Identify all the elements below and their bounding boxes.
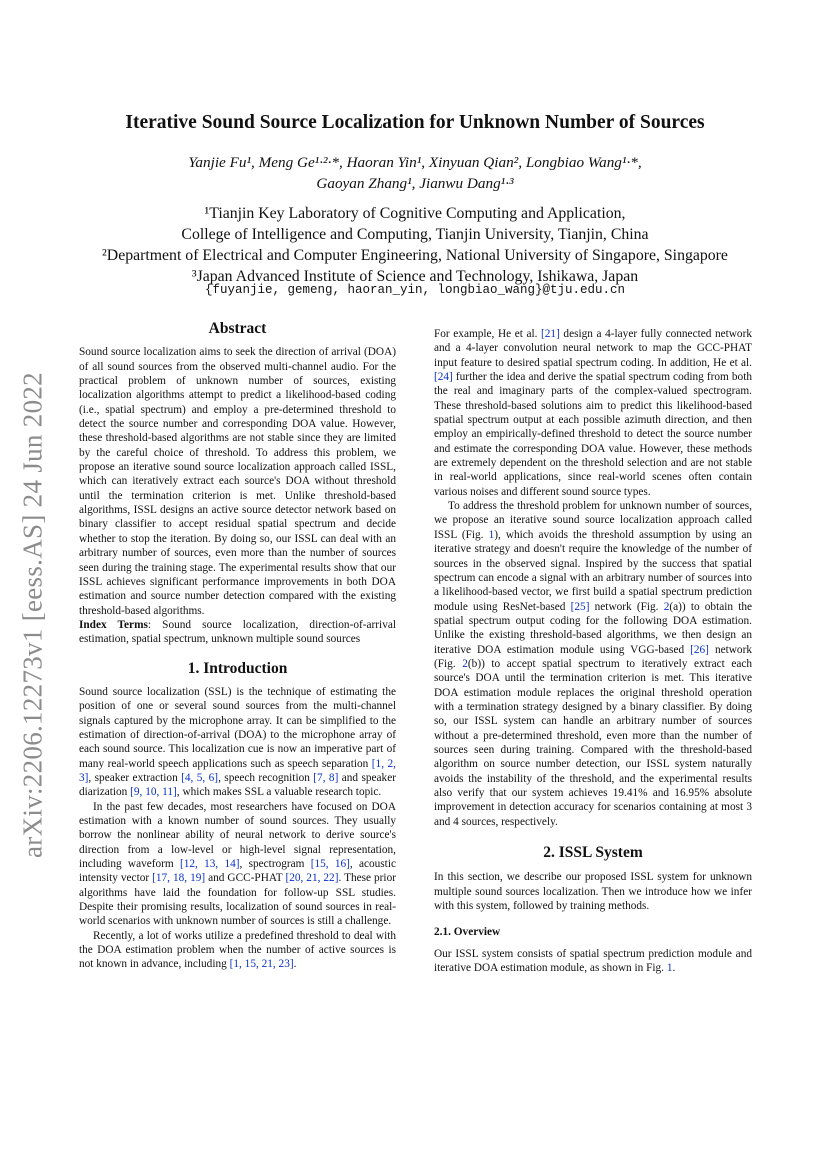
- intro-paragraph-5: To address the threshold problem for unknown number of sources, we propose an iterative sound source localization approach called ISSL (Fig. 1), which avoids the threshold assumption by using an iterative strategy and doesn't require the knowledge of the number of sources in the observed signal. Inspired by the success that spatial spectrum can encode a signal with an arbitrary number of sources into a likelihood-based vector, we first build a spatial spectrum prediction module using ResNet-based [25] network (Fig. 2(a)) to obtain the spatial spectrum output coding for the following DOA estimation. Unlike the existing threshold-based algorithms, we then design an iterative DOA estimation module using VGG-based [26] network (Fig. 2(b)) to accept spatial spectrum to iteratively extract each source's DOA until the termination criterion is met. This iterative DOA estimation module replaces the original threshold operation with a termination strategy designed by a binary classifier. By doing so, our ISSL system can handle an arbitrary number of sources without a pre-determined threshold, even more than the number of sources seen during training. Compared with the threshold-based algorithm on source number detection, our ISSL system naturally avoids the instability of the threshold, and the experimental results also verify that our system achieves 19.41% and 16.95% absolute improvement in detection accuracy for scenarios containing at most 3 and 4 sources, respectively.: [434, 500, 753, 828]
- figure-link[interactable]: 1: [488, 528, 495, 541]
- abstract-text: Sound source localization aims to seek the direction of arrival (DOA) of all sound sources from the observed multi-channel audio. For the practical problem of unknown number of sources, existing localization algorithms attempt to predict a likelihood-based coding (i.e., spatial spectrum) and employ a pre-determined threshold to detect the source number and corresponding DOA value. However, these threshold-based algorithms are not stable since they are limited by the careful choice of threshold. To address this problem, we propose an iterative sound source localization approach called ISSL, which can iteratively extract each source's DOA without threshold until the termination criterion is met. Unlike threshold-based algorithms, ISSL designs an active source detector network based on binary classifier to accept residual spatial spectrum and decide whether to stop the iteration. By doing so, our ISSL can deal with an arbitrary number of sources, even more than the number of sources seen during the training stage. The experimental results show that our ISSL achieves significant performance improvements in both DOA estimation and source number detection compared with the existing threshold-based algorithms.: [79, 346, 396, 617]
- right-column: [434, 327, 752, 975]
- figure-link[interactable]: 1: [666, 962, 673, 975]
- overview-subheading: 2.1. Overview: [434, 926, 501, 939]
- arxiv-identifier-stamp: [6, 350, 60, 880]
- affiliation-line-4: ³Japan Advanced Institute of Science and Technology, Ishikawa, Japan: [191, 268, 639, 285]
- system-paragraph-2: Our ISSL system consists of spatial spectrum prediction module and iterative DOA estimation module, as shown in Fig. 1.: [434, 947, 752, 975]
- author-line-2: Gaoyan Zhang¹, Jianwu Dang¹·³: [316, 175, 514, 192]
- author-emails: {fuyanjie, gemeng, haoran_yin, longbiao_wang}@tju.edu.cn: [204, 283, 626, 297]
- citation-link[interactable]: [24]: [434, 371, 453, 384]
- citation-link[interactable]: [7, 8]: [313, 771, 339, 784]
- index-terms: [79, 618, 396, 647]
- citation-link[interactable]: [1, 2, 3]: [79, 757, 396, 784]
- affiliation-line-3: ²Department of Electrical and Computer Engineering, National University of Singapore, Singapore: [102, 247, 728, 264]
- intro-paragraph-4: For example, He et al. [21] design a 4-layer fully connected network and a 4-layer convolution neural network to map the GCC-PHAT input feature to desired spatial spectrum coding. In addition, He et al. [24] further the idea and derive the spatial spectrum coding from both the real and imaginary parts of the complex-valued spectrogram. These threshold-based solutions aim to predict this likelihood-based spatial spectrum output at each possible azimuth direction, and then employ an empirically-defined threshold to detect the source number and estimate the corresponding DOA value. However, these methods are extremely dependent on the threshold selection and are not stable in real-world applications, since real-world scenes often contain various noises and different sound source types.: [434, 328, 752, 498]
- issl-system-heading: 2. ISSL System: [543, 844, 643, 862]
- citation-link[interactable]: [20, 21, 22]: [285, 872, 339, 885]
- citation-link[interactable]: [15, 16]: [310, 858, 350, 871]
- citation-link[interactable]: [17, 18, 19]: [152, 872, 206, 885]
- citation-link[interactable]: [25]: [570, 600, 590, 613]
- figure-link[interactable]: 2: [462, 657, 468, 670]
- affiliation-line-1: ¹Tianjin Key Laboratory of Cognitive Computing and Application,: [204, 205, 626, 222]
- citation-link[interactable]: [21]: [541, 328, 560, 340]
- affiliation-line-2: College of Intelligence and Computing, Tianjin University, Tianjin, China: [181, 226, 649, 243]
- arxiv-identifier-text: arXiv:2206.12273v1 [eess.AS] 24 Jun 2022: [17, 372, 48, 858]
- affiliation-list: [60, 203, 770, 287]
- intro-paragraph-2: In the past few decades, most researchers have focused on DOA estimation with a known number of sound sources. They usually borrow the nonlinear ability of neural network to derive source's direction from a low-level or high-level signal representation, including waveform [12, 13, 14], spectrogram [15, 16], acoustic intensity vector [17, 18, 19] and GCC-PHAT [20, 21, 22]. These prior algorithms have laid the foundation for follow-up SSL studies. Despite their promising results, localization of sound sources in real-world scenarios with unknown number of sources is still a challenge.: [79, 800, 396, 928]
- left-column: [79, 322, 396, 972]
- citation-link[interactable]: [9, 10, 11]: [130, 786, 177, 799]
- abstract-heading: Abstract: [208, 320, 267, 337]
- citation-link[interactable]: [12, 13, 14]: [179, 858, 240, 871]
- figure-link[interactable]: 2: [663, 600, 670, 613]
- index-terms-label: Index Terms: [79, 618, 148, 631]
- intro-paragraph-1: Sound source localization (SSL) is the technique of estimating the position of one or several sound sources from the multi-channel signals captured by the microphone array. It can be simplified to the estimation of direction-of-arrival (DOA) to the microphone array of each sound source. This localization cue is now an imperative part of many real-world speech applications such as speech separation [1, 2, 3], speaker extraction [4, 5, 6], speech recognition [7, 8] and speaker diarization [9, 10, 11], which makes SSL a valuable research topic.: [79, 685, 396, 799]
- author-list: [100, 152, 730, 194]
- introduction-heading: 1. Introduction: [187, 659, 288, 677]
- intro-paragraph-3: Recently, a lot of works utilize a predefined threshold to deal with the DOA estimation problem when the number of active sources is not known in advance, including [1, 15, 21, 23].: [79, 929, 396, 971]
- author-line-1: Yanjie Fu¹, Meng Ge¹·²·*, Haoran Yin¹, Xinyuan Qian², Longbiao Wang¹·*,: [188, 154, 642, 171]
- index-terms-text: : Sound source localization, direction-of-arrival estimation, spatial spectrum, unknown multiple sound sources: [79, 618, 396, 646]
- system-paragraph-1: In this section, we describe our proposed ISSL system for unknown multiple sound sources localization. Then we introduce how we infer with this system, followed by training methods.: [434, 871, 752, 913]
- citation-link[interactable]: [26]: [690, 643, 709, 656]
- citation-link[interactable]: [4, 5, 6]: [181, 771, 219, 784]
- paper-title: Iterative Sound Source Localization for Unknown Number of Sources: [125, 112, 705, 133]
- citation-link[interactable]: [1, 15, 21, 23]: [229, 958, 294, 971]
